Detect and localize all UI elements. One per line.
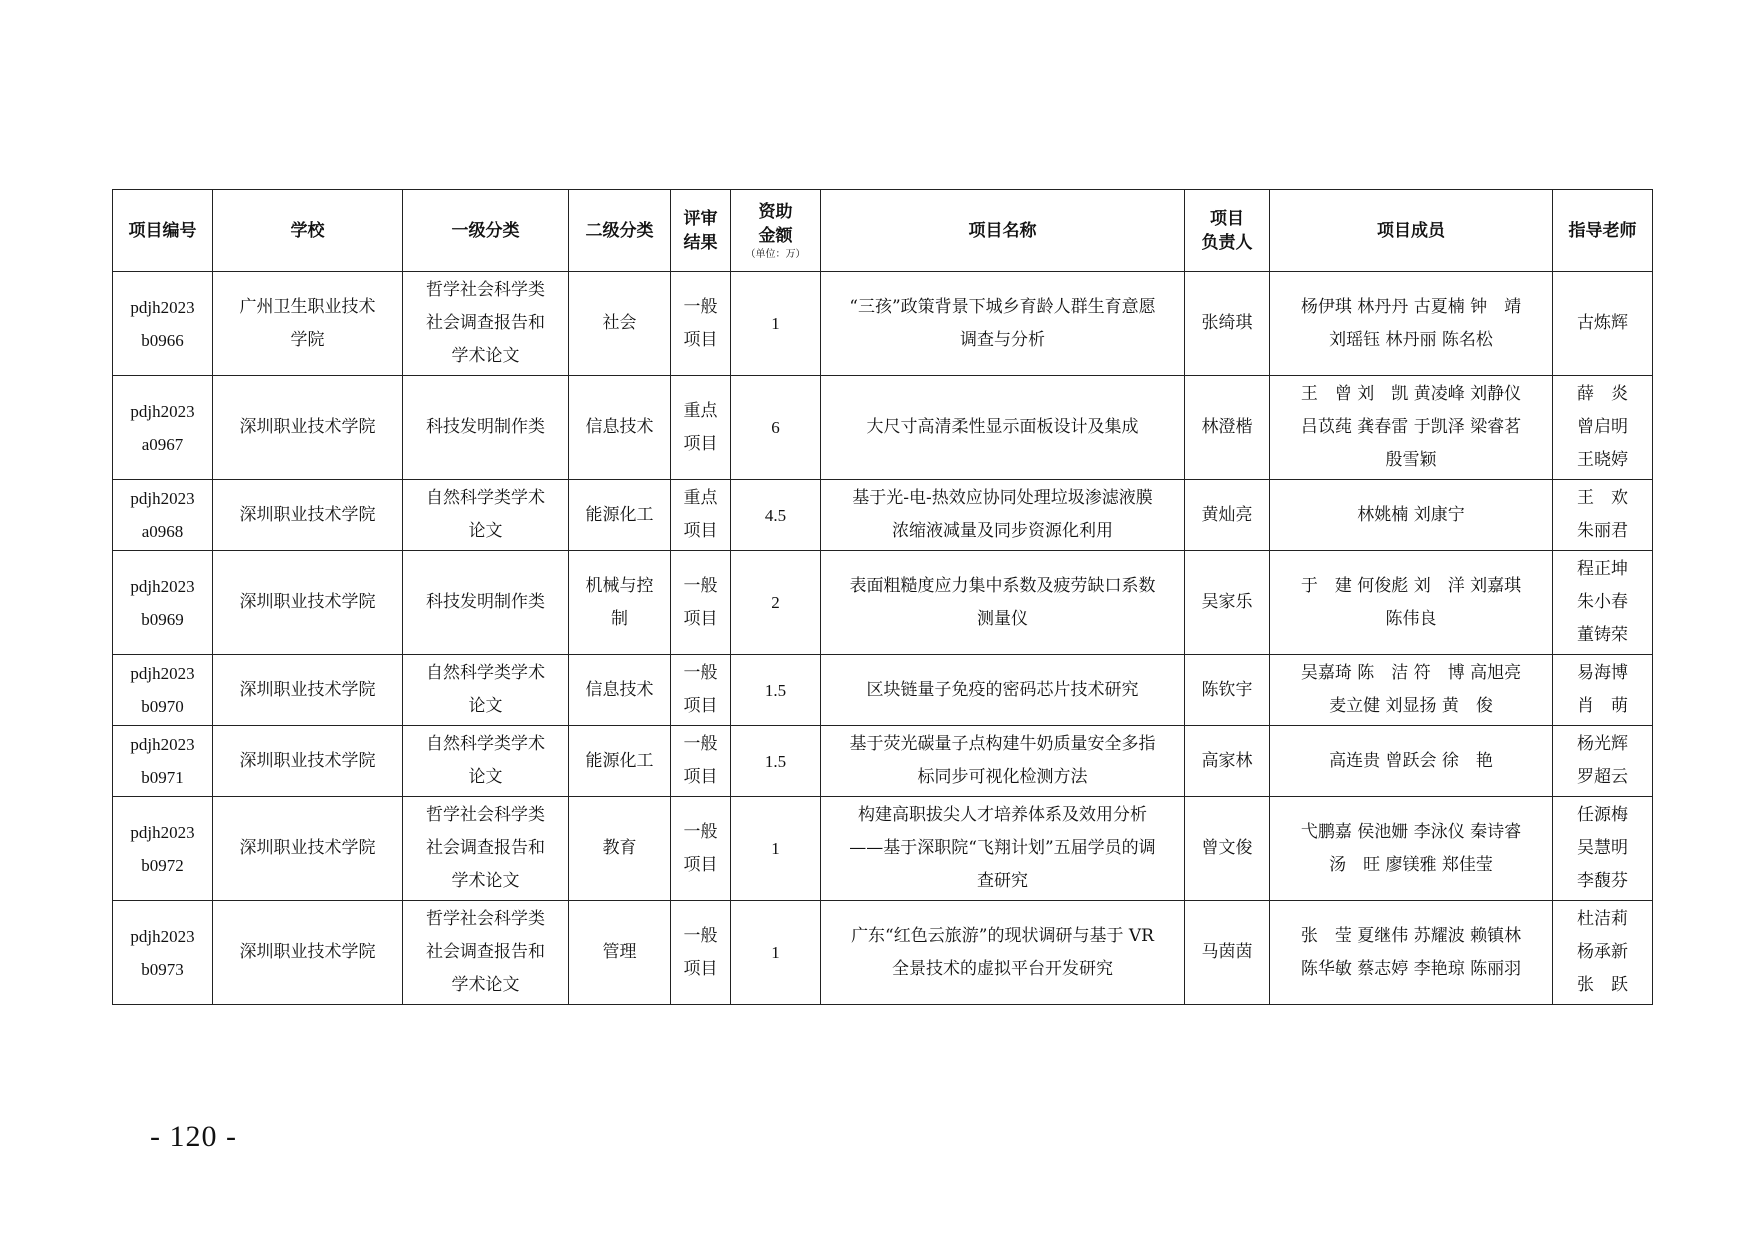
header-leader-line2: 负责人 (1201, 232, 1253, 253)
cell-category2: 能源化工 (569, 726, 671, 797)
cell-category1: 哲学社会科学类 社会调查报告和 学术论文 (403, 797, 569, 901)
cell-members: 杨伊琪 林丹丹 古夏楠 钟 靖 刘瑶钰 林丹丽 陈名松 (1270, 272, 1553, 376)
cell-project-name: 基于荧光碳量子点构建牛奶质量安全多指 标同步可视化检测方法 (821, 726, 1185, 797)
cell-code: pdjh2023 a0968 (113, 480, 213, 551)
cell-result: 一般 项目 (671, 272, 731, 376)
cell-leader: 张绮琪 (1185, 272, 1270, 376)
cell-amount: 1.5 (731, 655, 821, 726)
table-row (113, 272, 1653, 376)
cell-amount: 1 (731, 901, 821, 1005)
cell-project-name: 构建高职拔尖人才培养体系及效用分析 ——基于深职院“飞翔计划”五届学员的调 查研究 (821, 797, 1185, 901)
cell-amount: 1 (731, 797, 821, 901)
cell-category2: 机械与控 制 (569, 551, 671, 655)
table-row (113, 901, 1653, 1005)
table-row (113, 551, 1653, 655)
cell-leader: 吴家乐 (1185, 551, 1270, 655)
cell-category1: 自然科学类学术 论文 (403, 480, 569, 551)
cell-result: 重点 项目 (671, 376, 731, 480)
header-advisor: 指导老师 (1553, 190, 1653, 272)
cell-members: 于 建 何俊彪 刘 洋 刘嘉琪 陈伟良 (1270, 551, 1553, 655)
cell-members: 高连贵 曾跃会 徐 艳 (1270, 726, 1553, 797)
cell-members: 吴嘉琦 陈 洁 符 博 高旭亮 麦立健 刘显扬 黄 俊 (1270, 655, 1553, 726)
header-amount-line1: 资助 (758, 201, 793, 222)
header-members: 项目成员 (1270, 190, 1553, 272)
cell-advisor: 易海博 肖 萌 (1553, 655, 1653, 726)
cell-leader: 陈钦宇 (1185, 655, 1270, 726)
cell-code: pdjh2023 b0970 (113, 655, 213, 726)
cell-result: 一般 项目 (671, 655, 731, 726)
cell-leader: 高家林 (1185, 726, 1270, 797)
cell-school: 深圳职业技术学院 (213, 726, 403, 797)
header-leader-line1: 项目 (1210, 208, 1244, 229)
cell-amount: 2 (731, 551, 821, 655)
cell-amount: 6 (731, 376, 821, 480)
cell-advisor: 程正坤 朱小春 董铸荣 (1553, 551, 1653, 655)
cell-result: 重点 项目 (671, 480, 731, 551)
table-row (113, 480, 1653, 551)
cell-code: pdjh2023 a0967 (113, 376, 213, 480)
cell-members: 弋鹏嘉 侯池姗 李泳仪 秦诗睿 汤 旺 廖镁雅 郑佳莹 (1270, 797, 1553, 901)
header-leader (1185, 190, 1270, 272)
table-row (113, 726, 1653, 797)
cell-school: 深圳职业技术学院 (213, 901, 403, 1005)
cell-project-name: 大尺寸高清柔性显示面板设计及集成 (821, 376, 1185, 480)
cell-code: pdjh2023 b0973 (113, 901, 213, 1005)
cell-result: 一般 项目 (671, 726, 731, 797)
table-row (113, 376, 1653, 480)
header-result-line2: 结果 (683, 232, 718, 253)
cell-project-name: 表面粗糙度应力集中系数及疲劳缺口系数 测量仪 (821, 551, 1185, 655)
cell-project-name: 广东“红色云旅游”的现状调研与基于 VR 全景技术的虚拟平台开发研究 (821, 901, 1185, 1005)
cell-advisor: 古炼辉 (1553, 272, 1653, 376)
cell-result: 一般 项目 (671, 901, 731, 1005)
cell-project-name: 区块链量子免疫的密码芯片技术研究 (821, 655, 1185, 726)
cell-leader: 黄灿亮 (1185, 480, 1270, 551)
cell-category1: 哲学社会科学类 社会调查报告和 学术论文 (403, 272, 569, 376)
cell-members: 张 莹 夏继伟 苏耀波 赖镇林 陈华敏 蔡志婷 李艳琼 陈丽羽 (1270, 901, 1553, 1005)
cell-school: 深圳职业技术学院 (213, 480, 403, 551)
cell-advisor: 王 欢 朱丽君 (1553, 480, 1653, 551)
cell-advisor: 任源梅 吴慧明 李馥芬 (1553, 797, 1653, 901)
cell-amount: 4.5 (731, 480, 821, 551)
cell-code: pdjh2023 b0969 (113, 551, 213, 655)
cell-code: pdjh2023 b0966 (113, 272, 213, 376)
cell-members: 王 曾 刘 凯 黄凌峰 刘静仪 吕苡莼 龚春雷 于凯泽 梁睿茗 殷雪颖 (1270, 376, 1553, 480)
cell-school: 深圳职业技术学院 (213, 551, 403, 655)
cell-amount: 1.5 (731, 726, 821, 797)
cell-members: 林姚楠 刘康宁 (1270, 480, 1553, 551)
cell-advisor: 薛 炎 曾启明 王晓婷 (1553, 376, 1653, 480)
cell-project-name: 基于光-电-热效应协同处理垃圾渗滤液膜 浓缩液减量及同步资源化利用 (821, 480, 1185, 551)
cell-advisor: 杜洁莉 杨承新 张 跃 (1553, 901, 1653, 1005)
table-row (113, 797, 1653, 901)
cell-leader: 林澄楷 (1185, 376, 1270, 480)
project-table (112, 189, 1653, 1005)
cell-category2: 信息技术 (569, 376, 671, 480)
cell-category2: 教育 (569, 797, 671, 901)
header-school: 学校 (213, 190, 403, 272)
cell-school: 深圳职业技术学院 (213, 376, 403, 480)
header-amount (731, 190, 821, 272)
page-number: - 120 - (150, 1120, 237, 1153)
cell-code: pdjh2023 b0971 (113, 726, 213, 797)
cell-category2: 信息技术 (569, 655, 671, 726)
cell-school: 深圳职业技术学院 (213, 655, 403, 726)
cell-advisor: 杨光辉 罗超云 (1553, 726, 1653, 797)
header-category1: 一级分类 (403, 190, 569, 272)
cell-leader: 曾文俊 (1185, 797, 1270, 901)
header-name: 项目名称 (821, 190, 1185, 272)
header-category2: 二级分类 (569, 190, 671, 272)
cell-category1: 科技发明制作类 (403, 376, 569, 480)
cell-category1: 哲学社会科学类 社会调查报告和 学术论文 (403, 901, 569, 1005)
header-amount-unit: （单位：万） (745, 248, 806, 260)
cell-category1: 科技发明制作类 (403, 551, 569, 655)
table-row (113, 655, 1653, 726)
cell-leader: 马茵茵 (1185, 901, 1270, 1005)
cell-project-name: “三孩”政策背景下城乡育龄人群生育意愿 调查与分析 (821, 272, 1185, 376)
header-amount-line2: 金额 (758, 225, 793, 246)
cell-category2: 能源化工 (569, 480, 671, 551)
cell-amount: 1 (731, 272, 821, 376)
cell-school: 深圳职业技术学院 (213, 797, 403, 901)
cell-category1: 自然科学类学术 论文 (403, 726, 569, 797)
cell-result: 一般 项目 (671, 797, 731, 901)
cell-code: pdjh2023 b0972 (113, 797, 213, 901)
cell-category2: 社会 (569, 272, 671, 376)
header-row (113, 190, 1653, 272)
cell-school: 广州卫生职业技术 学院 (213, 272, 403, 376)
header-code: 项目编号 (113, 190, 213, 272)
cell-category2: 管理 (569, 901, 671, 1005)
cell-result: 一般 项目 (671, 551, 731, 655)
header-result (671, 190, 731, 272)
cell-category1: 自然科学类学术 论文 (403, 655, 569, 726)
header-result-line1: 评审 (683, 208, 718, 229)
